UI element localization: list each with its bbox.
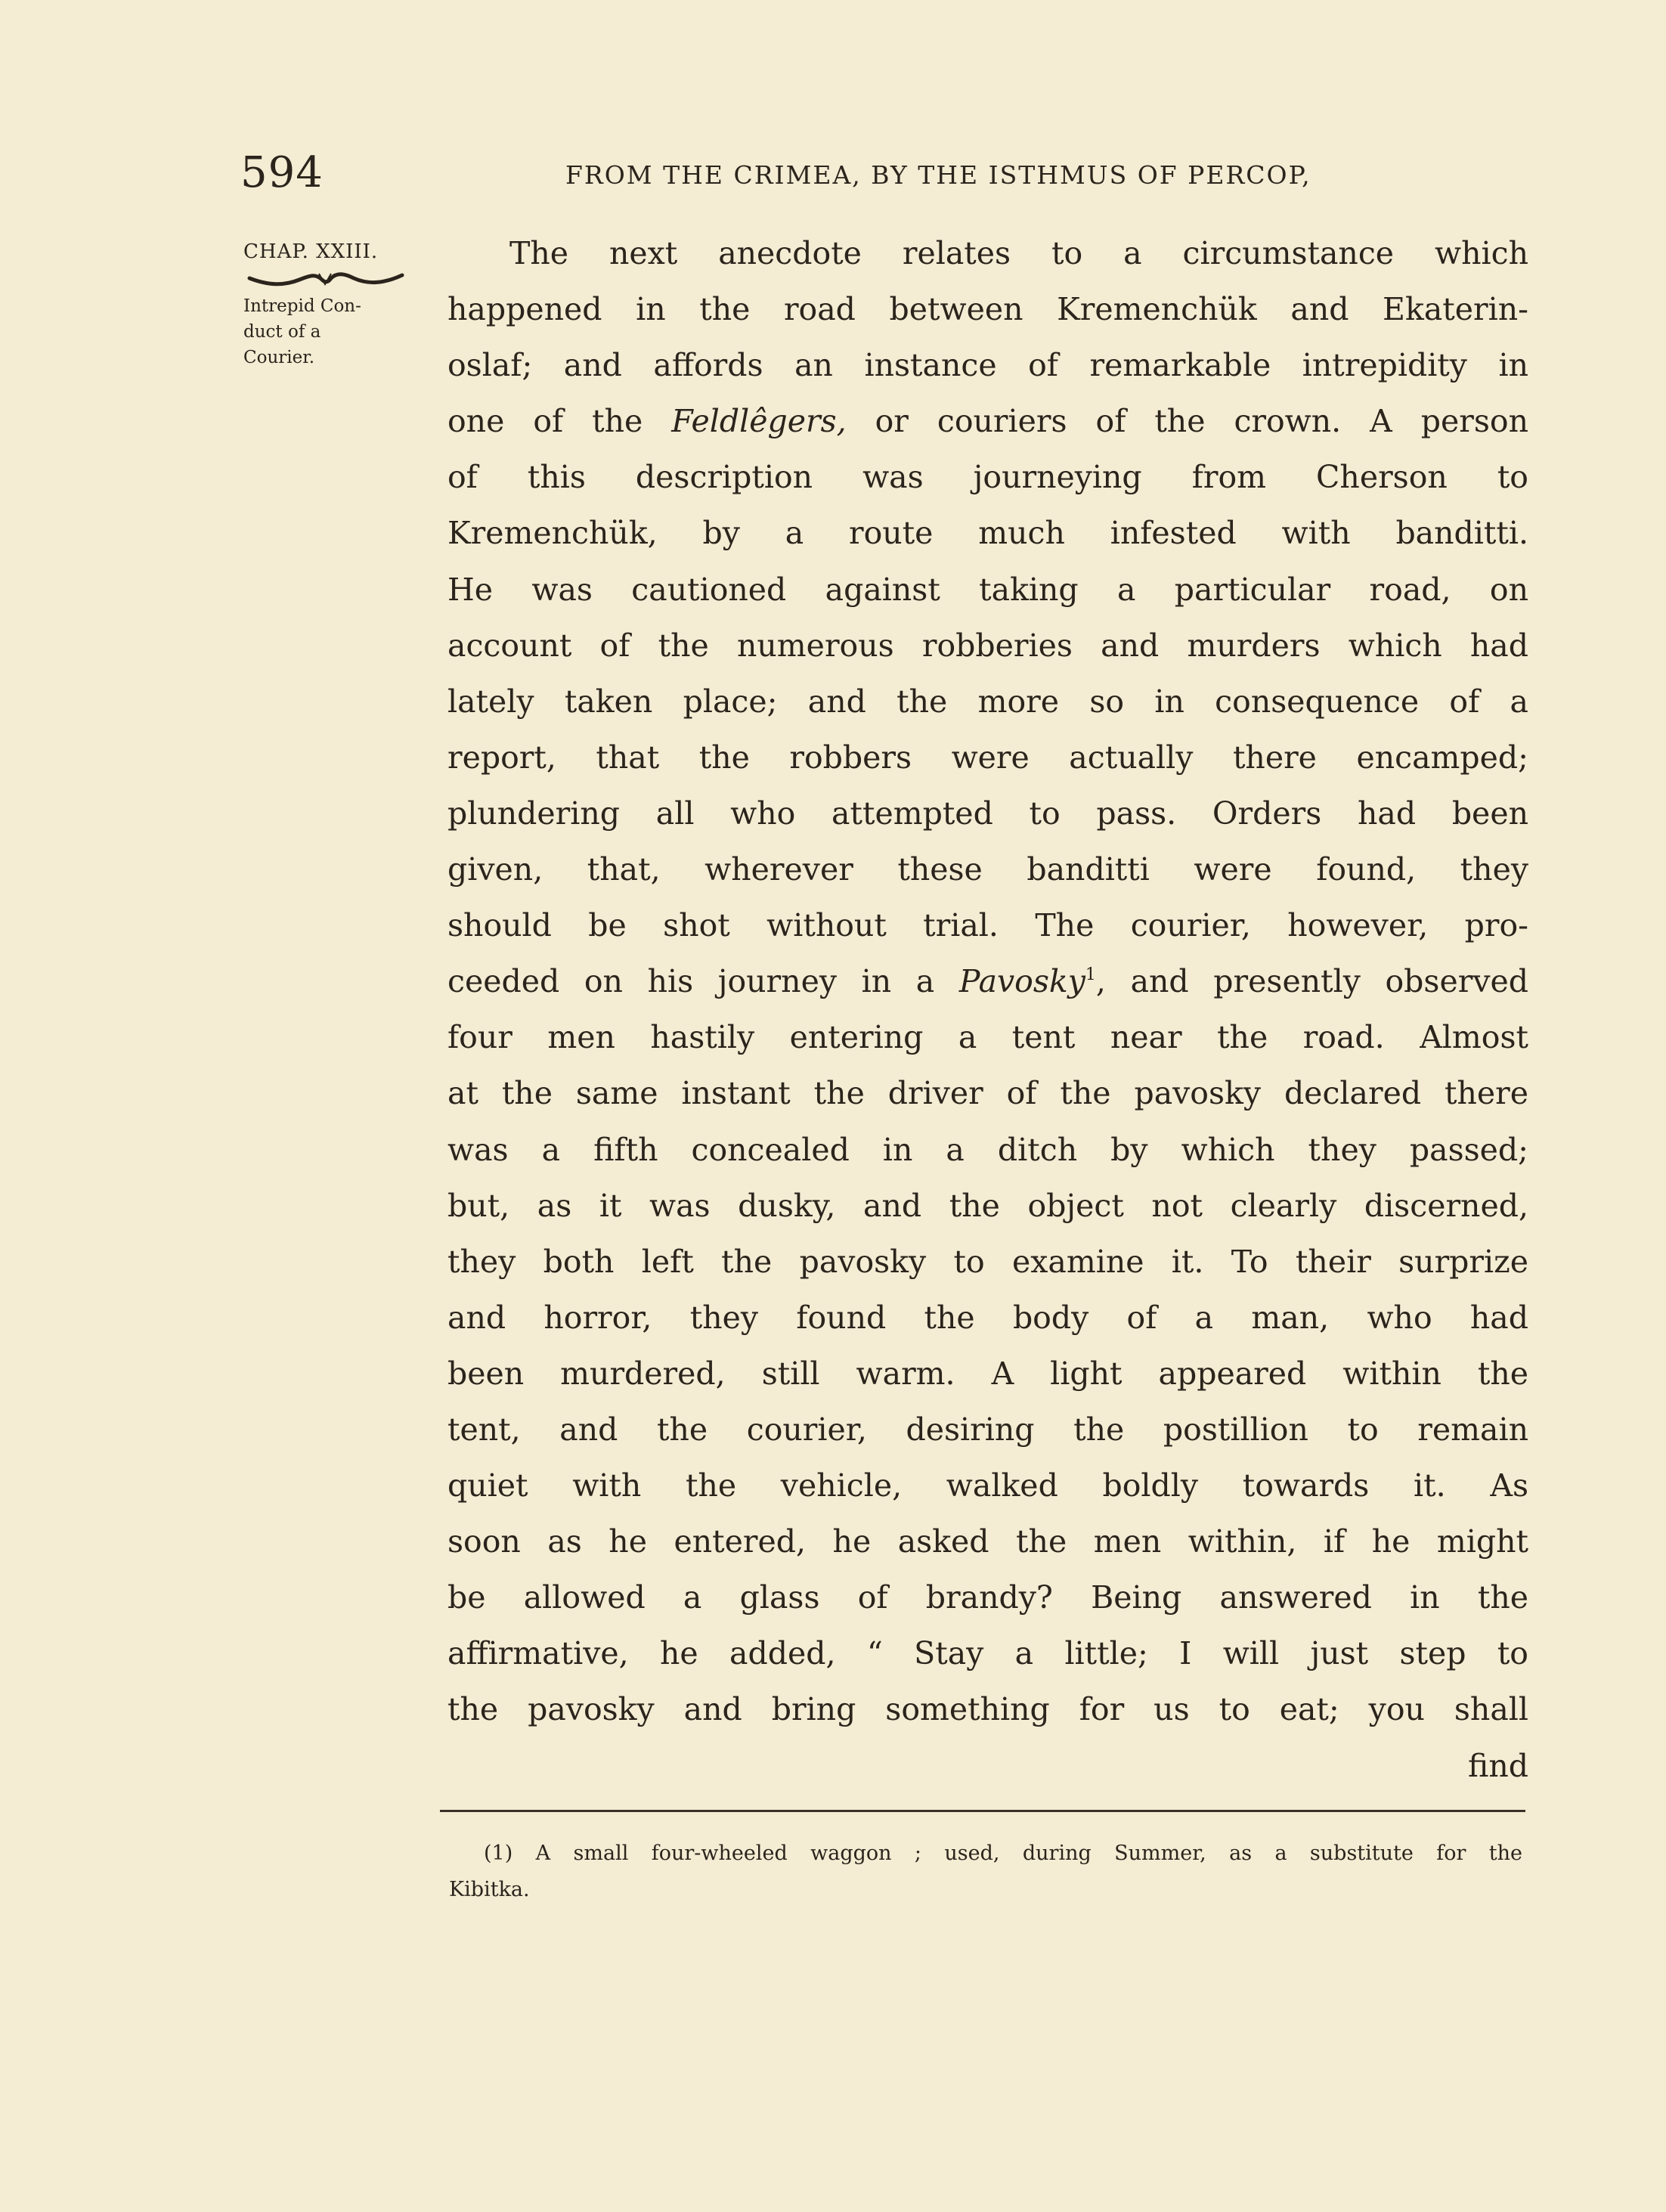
text-line: but, as it was dusky, and the object not clearly discerned, [447, 1187, 1528, 1224]
text-line: soon as he entered, he asked the men within, if he might [447, 1523, 1528, 1560]
page-number: 594 [240, 148, 324, 197]
text-line: and horror, they found the body of a man, who had [447, 1299, 1528, 1336]
italic-term: Pavosky [958, 963, 1085, 1000]
text-line: He was cautioned against taking a particular road, on [447, 571, 1528, 608]
margin-column [243, 240, 425, 370]
running-head: FROM THE CRIMEA, BY THE ISTHMUS OF PERCOP, [565, 160, 1311, 190]
ornament-flourish-icon [246, 269, 405, 289]
sidenote [243, 293, 395, 370]
footnote-line: Kibitka. [449, 1878, 530, 1901]
text-line: four men hastily entering a tent near the road. Almost [447, 1019, 1528, 1056]
text-line: account of the numerous robberies and murders which had [447, 627, 1528, 664]
text-line: the pavosky and bring something for us to eat; you shall [447, 1691, 1528, 1728]
text-line: ceeded on his journey in a Pavosky$^1$, and presently observed [447, 963, 1528, 1000]
chapter-label: CHAP. XXIII. [243, 240, 379, 263]
text-line: was a fifth concealed in a ditch by which they passed; [447, 1131, 1528, 1168]
catchword: find [1468, 1747, 1528, 1784]
text-line: at the same instant the driver of the pavosky declared there [447, 1075, 1528, 1112]
text-line: be allowed a glass of brandy? Being answered in the [447, 1579, 1528, 1616]
sidenote-line: Courier. [243, 348, 314, 367]
text-line: happened in the road between Kremenchük and Ekaterin- [447, 291, 1528, 328]
footnote-rule [440, 1810, 1525, 1812]
footnote-marker: 1 [1085, 965, 1096, 985]
text-line: Kremenchük, by a route much infested with banditti. [447, 515, 1528, 552]
text-line: affirmative, he added, “ Stay a little; I will just step to [447, 1635, 1528, 1672]
text-line: oslaf; and affords an instance of remarkable intrepidity in [447, 347, 1528, 384]
sidenote-line: duct of a [243, 322, 321, 342]
footnote [449, 1836, 1522, 1908]
body-text [447, 225, 1528, 1794]
text-line: one of the Feldlêgers, or couriers of the crown. A person [447, 403, 1528, 440]
text-line: should be shot without trial. The courier, however, pro- [447, 907, 1528, 944]
footnote-number: (1) [484, 1842, 513, 1865]
text-line: been murdered, still warm. A light appeared within the [447, 1355, 1528, 1392]
text-line: given, that, wherever these banditti were found, they [447, 851, 1528, 888]
italic-term: Feldlêgers, [671, 403, 847, 440]
text-line: lately taken place; and the more so in consequence of a [447, 683, 1528, 720]
text-line: report, that the robbers were actually there encamped; [447, 739, 1528, 776]
sidenote-line: Intrepid Con- [243, 296, 361, 316]
text-line: plundering all who attempted to pass. Orders had been [447, 795, 1528, 832]
text-line: The next anecdote relates to a circumstance which [509, 235, 1528, 271]
text-line: quiet with the vehicle, walked boldly towards it. As [447, 1467, 1528, 1504]
text-line: of this description was journeying from Cherson to [447, 459, 1528, 496]
text-line: they both left the pavosky to examine it. To their surprize [447, 1243, 1528, 1280]
text-line: tent, and the courier, desiring the postillion to remain [447, 1411, 1528, 1448]
footnote-line: (1) A small four-wheeled waggon ; used, during Summer, as a substitute for the [484, 1842, 1522, 1865]
